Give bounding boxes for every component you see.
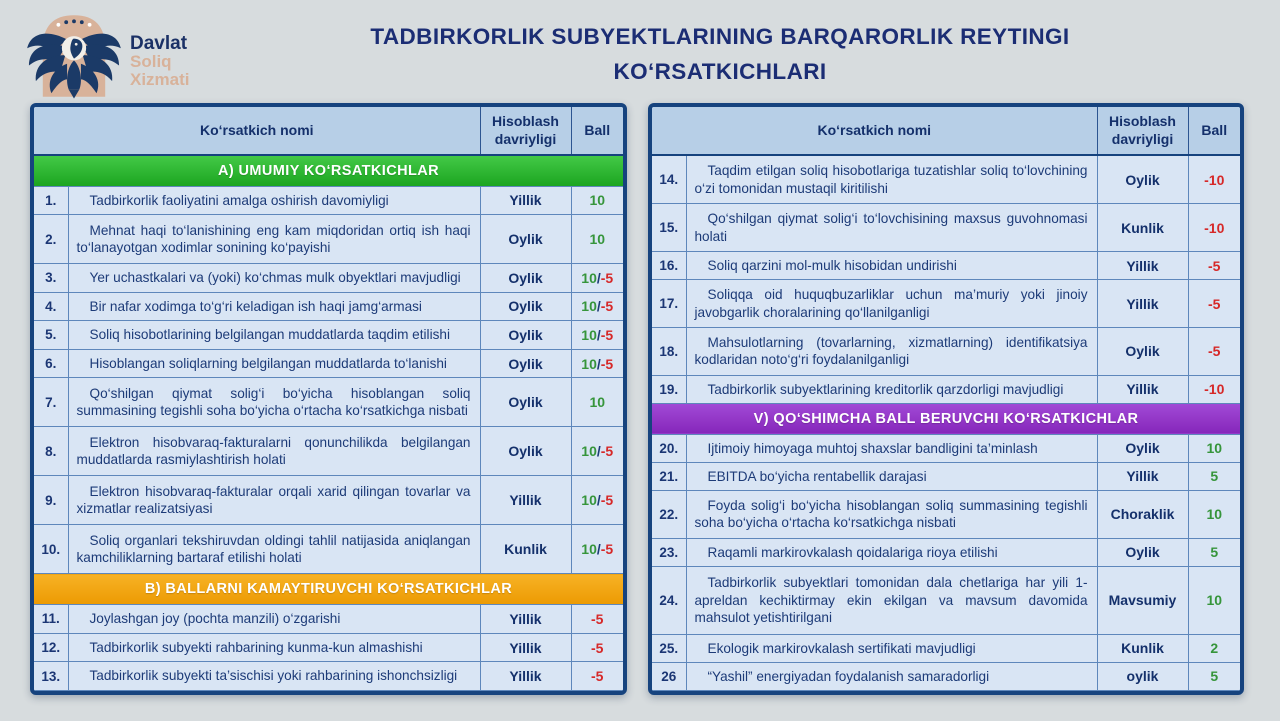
table-header-row	[652, 107, 1240, 155]
indicator-name: Taqdim etilgan soliq hisobotlariga tuzatishlar soliq to‘lovchining o‘zi tomonidan mustaqil kiritilishi	[686, 155, 1097, 204]
score-value	[1188, 662, 1240, 690]
indicator-name: Tadbirkorlik subyektlarining kreditorlik qarzdorligi mavjudligi	[686, 375, 1097, 403]
score-value	[571, 662, 623, 691]
period-value: Oylik	[1097, 434, 1188, 462]
table-row	[652, 538, 1240, 566]
indicator-name: Foyda solig‘i bo‘yicha hisoblangan soliq summasining tegishli soha bo‘yicha o‘rtacha ko‘rsatkichga nisbati	[686, 490, 1097, 538]
period-value: Oylik	[480, 292, 571, 321]
table-row	[652, 155, 1240, 204]
period-value: Yillik	[1097, 252, 1188, 280]
table-row	[34, 525, 623, 574]
section-header-label: B) BALLARNI KAMAYTIRUVCHI KO‘RSATKICHLAR	[34, 574, 623, 605]
score-value	[1188, 566, 1240, 634]
column-header-period: Hisoblash davriyligi	[1097, 107, 1188, 155]
score-part: -5	[600, 443, 614, 460]
score-value	[571, 378, 623, 427]
indicator-name: Qo‘shilgan qiymat solig‘i bo‘yicha hisoblangan soliq summasining tegishli soha bo‘yicha o‘rtacha ko‘rsatkichga nisbati	[68, 378, 480, 427]
period-value: Yillik	[480, 633, 571, 662]
period-value: Oylik	[480, 378, 571, 427]
row-number: 17.	[652, 280, 686, 328]
score-part: -5	[591, 639, 604, 656]
score-value	[571, 476, 623, 525]
period-value: Oylik	[480, 349, 571, 378]
score-part: -5	[600, 541, 614, 558]
score-value	[1188, 155, 1240, 204]
score-value	[571, 427, 623, 476]
row-number: 4.	[34, 292, 68, 321]
period-value: Kunlik	[1097, 634, 1188, 662]
row-number: 25.	[652, 634, 686, 662]
score-part: -5	[1208, 257, 1221, 274]
table-row	[34, 264, 623, 293]
table-row	[652, 434, 1240, 462]
row-number: 16.	[652, 252, 686, 280]
score-part: 5	[1210, 668, 1219, 685]
section-header-label: V) QO‘SHIMCHA BALL BERUVCHI KO‘RSATKICHLAR	[652, 403, 1240, 434]
table-row	[34, 476, 623, 525]
table-row	[34, 662, 623, 691]
indicator-name: Qo‘shilgan qiymat solig‘i to‘lovchisining maxsus guvohnomasi holati	[686, 204, 1097, 252]
period-value: Kunlik	[1097, 204, 1188, 252]
indicator-name: EBITDA bo‘yicha rentabellik darajasi	[686, 462, 1097, 490]
row-number: 20.	[652, 434, 686, 462]
indicator-name: Yer uchastkalari va (yoki) ko‘chmas mulk obyektlari mavjudligi	[68, 264, 480, 293]
score-value	[1188, 434, 1240, 462]
indicators-table-left	[30, 103, 627, 695]
row-number: 10.	[34, 525, 68, 574]
row-number: 7.	[34, 378, 68, 427]
section-header-row	[34, 574, 623, 605]
indicator-name: Soliq hisobotlarining belgilangan muddatlarda taqdim etilishi	[68, 321, 480, 350]
score-part: 10	[589, 192, 606, 209]
score-part: /	[596, 355, 601, 372]
table-row	[652, 462, 1240, 490]
period-value: Kunlik	[480, 525, 571, 574]
period-value: Yillik	[1097, 462, 1188, 490]
row-number: 8.	[34, 427, 68, 476]
logo-text-davlat: Davlat	[130, 33, 188, 54]
indicator-name: Elektron hisobvaraq-fakturalarni qonunchilikda belgilangan muddatlarda rasmiylashtirish holati	[68, 427, 480, 476]
table-row	[34, 292, 623, 321]
period-value: Oylik	[480, 427, 571, 476]
score-value	[1188, 327, 1240, 375]
score-value	[571, 633, 623, 662]
table-row	[34, 427, 623, 476]
indicator-name: Ekologik markirovkalash sertifikati mavjudligi	[686, 634, 1097, 662]
indicator-name: Tadbirkorlik faoliyatini amalga oshirish davomiyligi	[68, 186, 480, 215]
table-row	[34, 186, 623, 215]
table-row	[652, 204, 1240, 252]
row-number: 15.	[652, 204, 686, 252]
period-value: Oylik	[1097, 155, 1188, 204]
row-number: 12.	[34, 633, 68, 662]
score-value	[1188, 280, 1240, 328]
score-part: -5	[600, 298, 614, 315]
column-header-period: Hisoblash davriyligi	[480, 107, 571, 155]
table-row	[34, 633, 623, 662]
row-number: 24.	[652, 566, 686, 634]
indicator-name: Tadbirkorlik subyekti rahbarining kunma-kun almashishi	[68, 633, 480, 662]
row-number: 6.	[34, 349, 68, 378]
row-number: 21.	[652, 462, 686, 490]
score-part: 10	[581, 326, 597, 343]
table-row	[34, 605, 623, 634]
logo-text-soliq: Soliq	[130, 52, 172, 72]
indicator-name: Soliq qarzini mol-mulk hisobidan undirishi	[686, 252, 1097, 280]
row-number: 14.	[652, 155, 686, 204]
indicator-name: Elektron hisobvaraq-fakturalar orqali xarid qilingan tovarlar va xizmatlar realizatsiyasi	[68, 476, 480, 525]
score-value	[1188, 634, 1240, 662]
indicator-name: Tadbirkorlik subyekti ta’sischisi yoki rahbarining ishonchsizligi	[68, 662, 480, 691]
table-row	[34, 378, 623, 427]
table-row	[652, 662, 1240, 690]
score-value	[1188, 538, 1240, 566]
score-part: -5	[591, 610, 604, 627]
score-part: -10	[1204, 381, 1225, 398]
indicator-name: Mehnat haqi to‘lanishining eng kam miqdoridan ortiq ish haqi to‘lanayotgan xodimlar sonining ko‘payishi	[68, 215, 480, 264]
score-part: /	[596, 492, 601, 509]
period-value: Oylik	[480, 215, 571, 264]
indicator-name: Soliq organlari tekshiruvdan oldingi tahlil natijasida aniqlangan kamchiliklarning bartaraf etilishi holati	[68, 525, 480, 574]
row-number: 19.	[652, 375, 686, 403]
section-header-row	[652, 403, 1240, 434]
score-value	[1188, 252, 1240, 280]
score-part: -10	[1204, 219, 1225, 236]
period-value: Yillik	[480, 605, 571, 634]
score-part: -5	[600, 326, 614, 343]
score-value	[571, 321, 623, 350]
row-number: 9.	[34, 476, 68, 525]
score-part: -5	[600, 492, 614, 509]
period-value: Yillik	[480, 476, 571, 525]
score-part: 10	[581, 443, 597, 460]
score-value	[571, 605, 623, 634]
table-row	[652, 375, 1240, 403]
table-row	[34, 215, 623, 264]
score-value	[1188, 490, 1240, 538]
table-row	[652, 566, 1240, 634]
section-header-row	[34, 155, 623, 186]
table-row	[34, 349, 623, 378]
row-number: 13.	[34, 662, 68, 691]
indicator-name: Hisoblangan soliqlarning belgilangan muddatlarda to‘lanishi	[68, 349, 480, 378]
row-number: 22.	[652, 490, 686, 538]
score-part: -5	[1208, 295, 1221, 312]
column-header-name: Ko‘rsatkich nomi	[34, 107, 480, 155]
eagle-emblem-icon	[22, 10, 126, 102]
indicator-name: Tadbirkorlik subyektlari tomonidan dala chetlariga har yili 1-apreldan kechiktirmay ekin ekilgan va mavsum davomida mahsulot yetishtirilgani	[686, 566, 1097, 634]
logo-text-xizmati: Xizmati	[130, 69, 190, 89]
score-part: 5	[1210, 468, 1219, 485]
score-part: -5	[591, 668, 604, 685]
period-value: Oylik	[480, 321, 571, 350]
period-value: Yillik	[480, 186, 571, 215]
page-title-line2: KO‘RSATKICHLARI	[613, 58, 827, 84]
row-number: 18.	[652, 327, 686, 375]
score-part: 10	[581, 355, 597, 372]
page-title	[180, 20, 1260, 90]
row-number: 11.	[34, 605, 68, 634]
score-part: -5	[600, 355, 614, 372]
score-value	[571, 264, 623, 293]
table-row	[652, 252, 1240, 280]
score-part: 10	[581, 269, 597, 286]
score-part: 10	[581, 541, 597, 558]
period-value: Oylik	[1097, 538, 1188, 566]
table-row	[652, 634, 1240, 662]
score-part: 10	[1206, 440, 1223, 457]
score-value	[1188, 462, 1240, 490]
score-value	[571, 215, 623, 264]
row-number: 3.	[34, 264, 68, 293]
indicator-name: Raqamli markirovkalash qoidalariga rioya etilishi	[686, 538, 1097, 566]
page-title-line1: TADBIRKORLIK SUBYEKTLARINING BARQARORLIK REYTINGI	[370, 24, 1070, 49]
row-number: 2.	[34, 215, 68, 264]
score-value	[1188, 204, 1240, 252]
score-part: 10	[589, 394, 606, 411]
row-number: 1.	[34, 186, 68, 215]
row-number: 5.	[34, 321, 68, 350]
period-value: Yillik	[1097, 280, 1188, 328]
score-value	[1188, 375, 1240, 403]
indicator-name: Bir nafar xodimga to‘g‘ri keladigan ish haqi jamg‘armasi	[68, 292, 480, 321]
score-part: /	[596, 541, 601, 558]
score-part: 10	[581, 492, 597, 509]
period-value: Oylik	[1097, 327, 1188, 375]
table-row	[34, 321, 623, 350]
score-part: /	[596, 443, 601, 460]
score-part: 5	[1210, 544, 1219, 561]
score-value	[571, 349, 623, 378]
score-value	[571, 525, 623, 574]
table-row	[652, 280, 1240, 328]
indicator-name: Joylashgan joy (pochta manzili) o‘zgarishi	[68, 605, 480, 634]
period-value: Choraklik	[1097, 490, 1188, 538]
period-value: Oylik	[480, 264, 571, 293]
score-value	[571, 186, 623, 215]
score-part: 10	[581, 298, 597, 315]
period-value: oylik	[1097, 662, 1188, 690]
score-part: /	[596, 269, 601, 286]
score-part: -5	[600, 269, 614, 286]
indicator-name: Soliqqa oid huquqbuzarliklar uchun ma’muriy yoki jinoiy javobgarlik choralarining qo‘llanilganligi	[686, 280, 1097, 328]
period-value: Yillik	[480, 662, 571, 691]
table-row	[652, 327, 1240, 375]
score-part: 2	[1210, 640, 1219, 657]
row-number: 26	[652, 662, 686, 690]
period-value: Yillik	[1097, 375, 1188, 403]
score-part: 10	[589, 231, 606, 248]
section-header-label: A) UMUMIY KO‘RSATKICHLAR	[34, 155, 623, 186]
indicators-table	[652, 107, 1240, 691]
table-row	[652, 490, 1240, 538]
column-header-score: Ball	[1188, 107, 1240, 155]
score-part: /	[596, 298, 601, 315]
period-value: Mavsumiy	[1097, 566, 1188, 634]
table-header-row	[34, 107, 623, 155]
indicators-table	[34, 107, 623, 691]
column-header-name: Ko‘rsatkich nomi	[652, 107, 1097, 155]
score-part: -10	[1204, 171, 1225, 188]
indicators-table-right	[648, 103, 1244, 695]
indicator-name: Ijtimoiy himoyaga muhtoj shaxslar bandligini ta’minlash	[686, 434, 1097, 462]
score-value	[571, 292, 623, 321]
score-part: 10	[1206, 506, 1223, 523]
row-number: 23.	[652, 538, 686, 566]
indicator-name: Mahsulotlarning (tovarlarning, xizmatlarning) identifikatsiya kodlaridan noto‘g‘ri foydalanilganligi	[686, 327, 1097, 375]
indicator-name: “Yashil” energiyadan foydalanish samaradorligi	[686, 662, 1097, 690]
score-part: /	[596, 326, 601, 343]
score-part: 10	[1206, 592, 1223, 609]
score-part: -5	[1208, 343, 1221, 360]
column-header-score: Ball	[571, 107, 623, 155]
